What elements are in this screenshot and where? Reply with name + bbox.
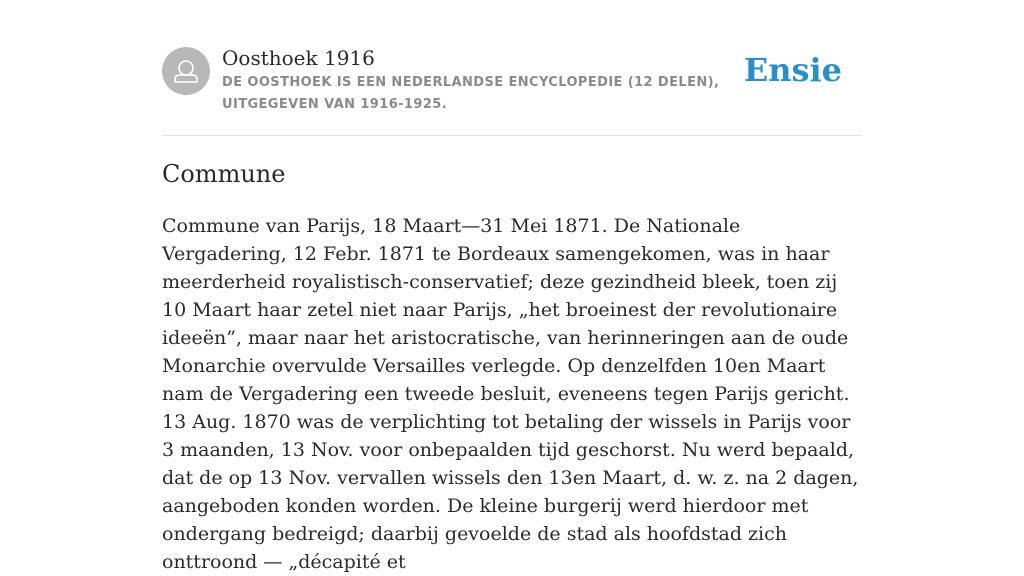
source-description: DE OOSTHOEK IS EEN NEDERLANDSE ENCYCLOPEDIE (12 DELEN), UITGEGEVEN VAN 1916-1925. [222, 75, 720, 112]
source-header [162, 40, 862, 136]
ensie-logo[interactable]: Ensie [743, 51, 842, 89]
source-title[interactable]: Oosthoek 1916 [222, 46, 375, 70]
entry-body: Commune van Parijs, 18 Maart—31 Mei 1871. De Nationale Vergadering, 12 Febr. 1871 te Bordeaux samengekomen, was in haar meerderheid royalistisch-conservatief; deze gezindheid bleek, toen zij 10 Maart haar zetel niet naar Parijs, „het broeinest der revolutionaire ideeën”, maar naar het aristocratische, van herinneringen aan de oude Monarchie overvulde Versailles verlegde. Op denzelfden 10en Maart nam de Vergadering een tweede besluit, eveneens tegen Parijs gericht. 13 Aug. 1870 was de verplichting tot betaling der wissels in Parijs voor 3 maanden, 13 Nov. voor onbepaalden tijd geschorst. Nu werd bepaald, dat de op 13 Nov. vervallen wissels den 13en Maart, d. w. z. na 2 dagen, aangeboden konden worden. De kleine burgerij werd hierdoor met ondergang bedreigd; daarbij gevoelde de stad als hoofdstad zich onttroond — „décapité et [162, 215, 859, 573]
entry-title: Commune [162, 160, 286, 188]
user-avatar-icon[interactable] [162, 47, 210, 95]
